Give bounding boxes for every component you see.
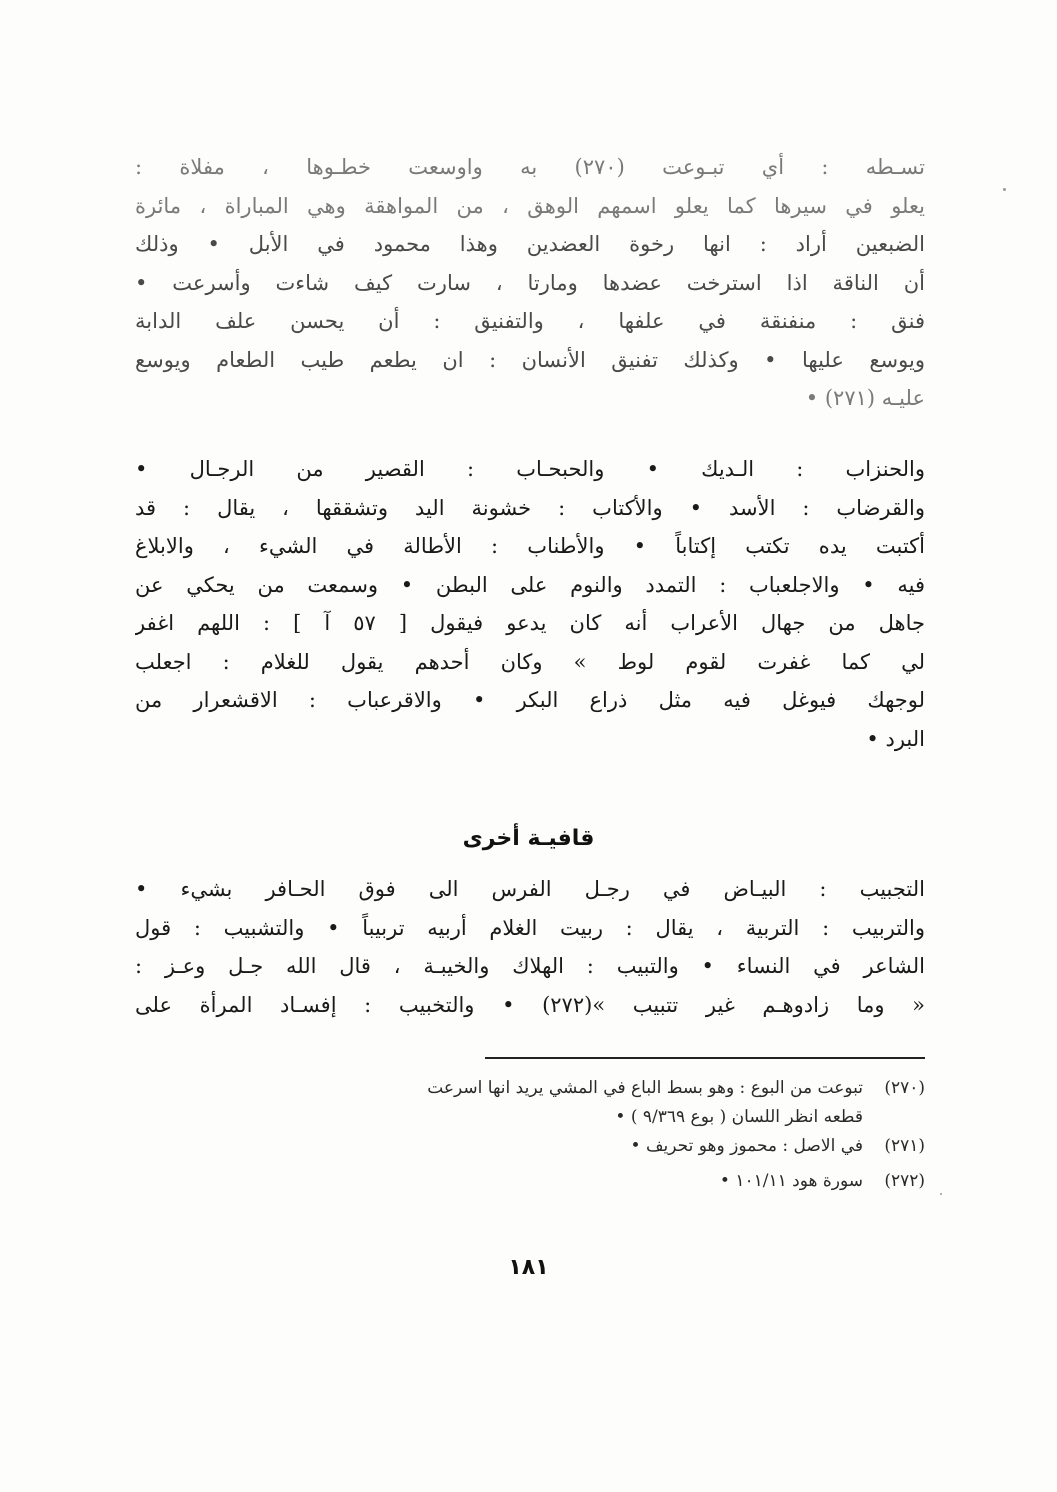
text-line: ويوسع عليها • وكذلك تفنيق الأنسان : ان يطعم طيب الطعام ويوسع [135,347,925,372]
paragraph-block-2 [135,450,925,758]
footnote-line: قطعه انظر اللسان ( بوع ٩/٣٦٩ ) • [615,1107,863,1127]
footnote-271 [135,1132,925,1161]
text-line: لوجهك فيوغل فيه مثل ذراع البكر • والاقرعباب : الاقشعرار من [135,688,925,712]
footnote-number: (٢٧٠) [884,1078,925,1098]
footnote-line: تبوعت من البوع : وهو بسط الباع في المشي يريد انها اسرعت [427,1078,863,1098]
text-line: الضبعين أراد : انها رخوة العضدين وهذا محمود في الأبل • وذلك [135,232,925,256]
scan-speck [1003,188,1006,191]
scan-speck [940,1193,942,1195]
text-line: « وما زادوهـم غير تتبيب »(٢٧٢) • والتخبيب : إفسـاد المرأة على [135,992,925,1017]
footnote-272 [135,1167,925,1196]
text-line: عليـه (٢٧١) • [805,386,925,410]
text-line: التجبيب : البيـاض في رجـل الفرس الى فوق الحـافر بشيء • [135,877,925,901]
footnote-divider [485,1057,925,1059]
footnote-text [135,1132,863,1161]
text-line: أكتبت يده تكتب إكتاباً • والأطناب : الأطالة في الشيء ، والابلاغ [135,534,925,558]
text-line: فنق : منفنقة في علفها ، والتفنيق : أن يحسن علف الدابة [135,309,925,333]
footnote-number: (٢٧٢) [884,1171,925,1191]
text-line: أن الناقة اذا استرخت عضدها ومارتا ، سارت كيف شاءت وأسرعت • [135,270,925,295]
text-line: الشاعر في النساء • والتبيب : الهلاك والخيبـة ، قال الله جـل وعـز : [135,954,925,978]
paragraph-block-3 [135,870,925,1024]
text-line: والحنزاب : الـديك • والحبحـاب : القصير من الرجـال • [135,457,925,481]
text-line: تسـطه : أي تبـوعت (٢٧٠) به واوسعت خطـوها ، مفلاة : [135,155,925,179]
footnotes [135,1074,925,1196]
footnote-line: سورة هود ١٠١/١١ • [719,1171,863,1191]
page-number: ١٨١ [508,1255,549,1280]
footnote-number: (٢٧١) [884,1136,925,1156]
footnote-270 [135,1074,925,1132]
text-line: والقرضاب : الأسد • والأكتاب : خشونة اليد وتشققها ، يقال : قد [135,495,925,520]
text-line: البرد • [866,726,925,751]
text-line: لي كما غفرت لقوم لوط » وكان أحدهم يقول للغلام : اجعلب [135,649,925,674]
section-heading: قافيـة أخرى [462,826,595,851]
footnote-text [135,1074,863,1132]
text-line: يعلو في سيرها كما يعلو اسمهم الوهق ، من المواهقة وهي المباراة ، مائرة [135,193,925,218]
footnote-text [135,1167,863,1196]
footnote-line: في الاصل : محموز وهو تحريف • [630,1136,863,1156]
paragraph-block-1 [135,148,925,418]
text-line: والتربيب : التربية ، يقال : ربيت الغلام أربيه تربيباً • والتشبيب : قول [135,915,925,940]
text-line: جاهل من جهال الأعراب أنه كان يدعو فيقول [ ٥٧ آ ] : اللهم اغفر [135,611,925,635]
text-line: فيه • والاجلعباب : التمدد والنوم على البطن • وسمعت من يحكي عن [135,572,925,597]
